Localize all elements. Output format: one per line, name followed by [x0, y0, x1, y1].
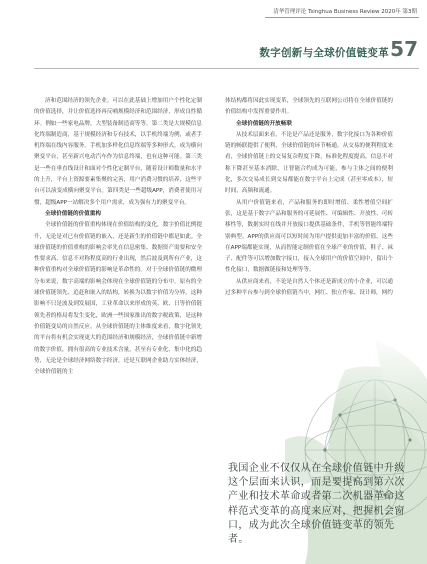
subheading: 全球价值链的价值重构	[45, 210, 101, 217]
left-column	[34, 96, 202, 378]
section-title: 数字创新与全球价值链变革	[259, 47, 389, 59]
paragraph: 全球价值链的价值重构体现在价值结构的变化。数字价值比例提升，无论是对已有价值链的嵌入，还是新生的价值链中都是如此。全球价值链的价值重构的影响会率先在信息密集、数据资产需要和安全性要求高、信息不对称程度高的行业出现，然后波及到所有产业，这种价值重构对全球价值链的影响是革命性的。对于全球价值链的微理分布来说，数字高端的影响会体现在全球价值链的分布中，原有的全球价值链领先、追赶和嵌入的结构，转换为以数字价值为分界。这种影响不只是波及到发展国，工业革命以来形成的英、欧、日等价值链领先者的格局将发生变化，欧洲一些国家推出的数字税政策，是这种价值链变局的自然反应。从全球价值链的主体维度来看，数字化领先的平台将有机会实现更大的范围经济和规模经济，全球价值链中新增的数字价值，拥有很高的专业技术含量，甚至有专业化、集中化的趋势，无论是全球经济网络数字经济，还是互联网企业助力实体经济，全球价值链的主	[34, 222, 202, 376]
paragraph: 体结构都将因此实现变革，全球领先的互联网公司将在全球价值链的价值结构中发挥重要作用。	[225, 98, 393, 116]
masthead: 清华管理评论 Tsinghua Business Review 2020年 第3期	[273, 9, 417, 15]
header-rule	[265, 17, 419, 18]
page-number: 57	[390, 37, 418, 61]
title-rule	[34, 68, 419, 69]
paragraph: 从供应商来看，不论是自然人个体还是新成立的小企业，可以通过多种平台参与到全球价值链当中，网红、独立作家、设计师，网约	[225, 278, 393, 297]
paragraph: 从用户价值链来看，产品和服务的即时增值、柔性增值空间扩张，这是基于数字产品和服务的可延展性、可编辑性、开放性、可转移性等，数据实时在线并开放接口提供基础条件，手机等智能终端特别典型。APP的供应商可以短时间为用户提供更加丰富的价值，这些在APP端都能实现，从而智能定制价值在全球产业的价值，鞋子、袜子、配件等可以增加数字接口，接入全球用户的价值空间中，留出个性化接口，数据做链接和处理等等。	[225, 199, 393, 274]
right-column	[225, 96, 393, 299]
paragraph: 济和范围经济的领先企业。可以在此基础上增加用户个性化定制的价值选择，并让价值选择再反哺规模经济和范围经济，形成良性循环。例如一些家电品牌，大型装备制造商等等。第二类是大规模信息化终端制造商，基于规模经济和专有技术，以手机终端为例，或者手机终端在线内容服务。手机加多样化信息终端等多种形式，成为横向聚变平台，甚至新兴电动汽车作为信息终端，也有这种可能。第三类是一些在垂直线设计和面对个性化定制平台，随着设计师数量和水平的上升，平台上资源要素集聚的完善，用户消费习惯的培养，这些平台可以演变成横向聚变平台。第四类是一些超级APP，消费者使用习惯，超级APP一站解决多个用户需求，成为强有力的聚变平台。	[34, 98, 202, 206]
subheading: 全球价值链的开放畅联	[236, 120, 292, 127]
pull-quote: 我国企业不仅仅从在全球价值链中升级这个层面来认识，而是要提高到第六次产业和技术革命或者第二次机器革命这样范式变革的高度来应对，把握机会窗口，成为此次全球价值链变革的领先者。	[228, 463, 405, 546]
paragraph: 从技术层面来看，不论是产品还是服务，数字化接口为各种价值链的畅联提供了便利，全球价值链的环节畅通，从交易的便利程度来看，全球价值链上的交易复杂程度下降，标准化程度提高，信息不对称下降甚至基本消除，让智能合约成为可能，参与主体之间的便利化，多次交易成长到交易都能在数字平台上完成（甚至零成本），短时间，高频和流通。	[225, 131, 393, 195]
